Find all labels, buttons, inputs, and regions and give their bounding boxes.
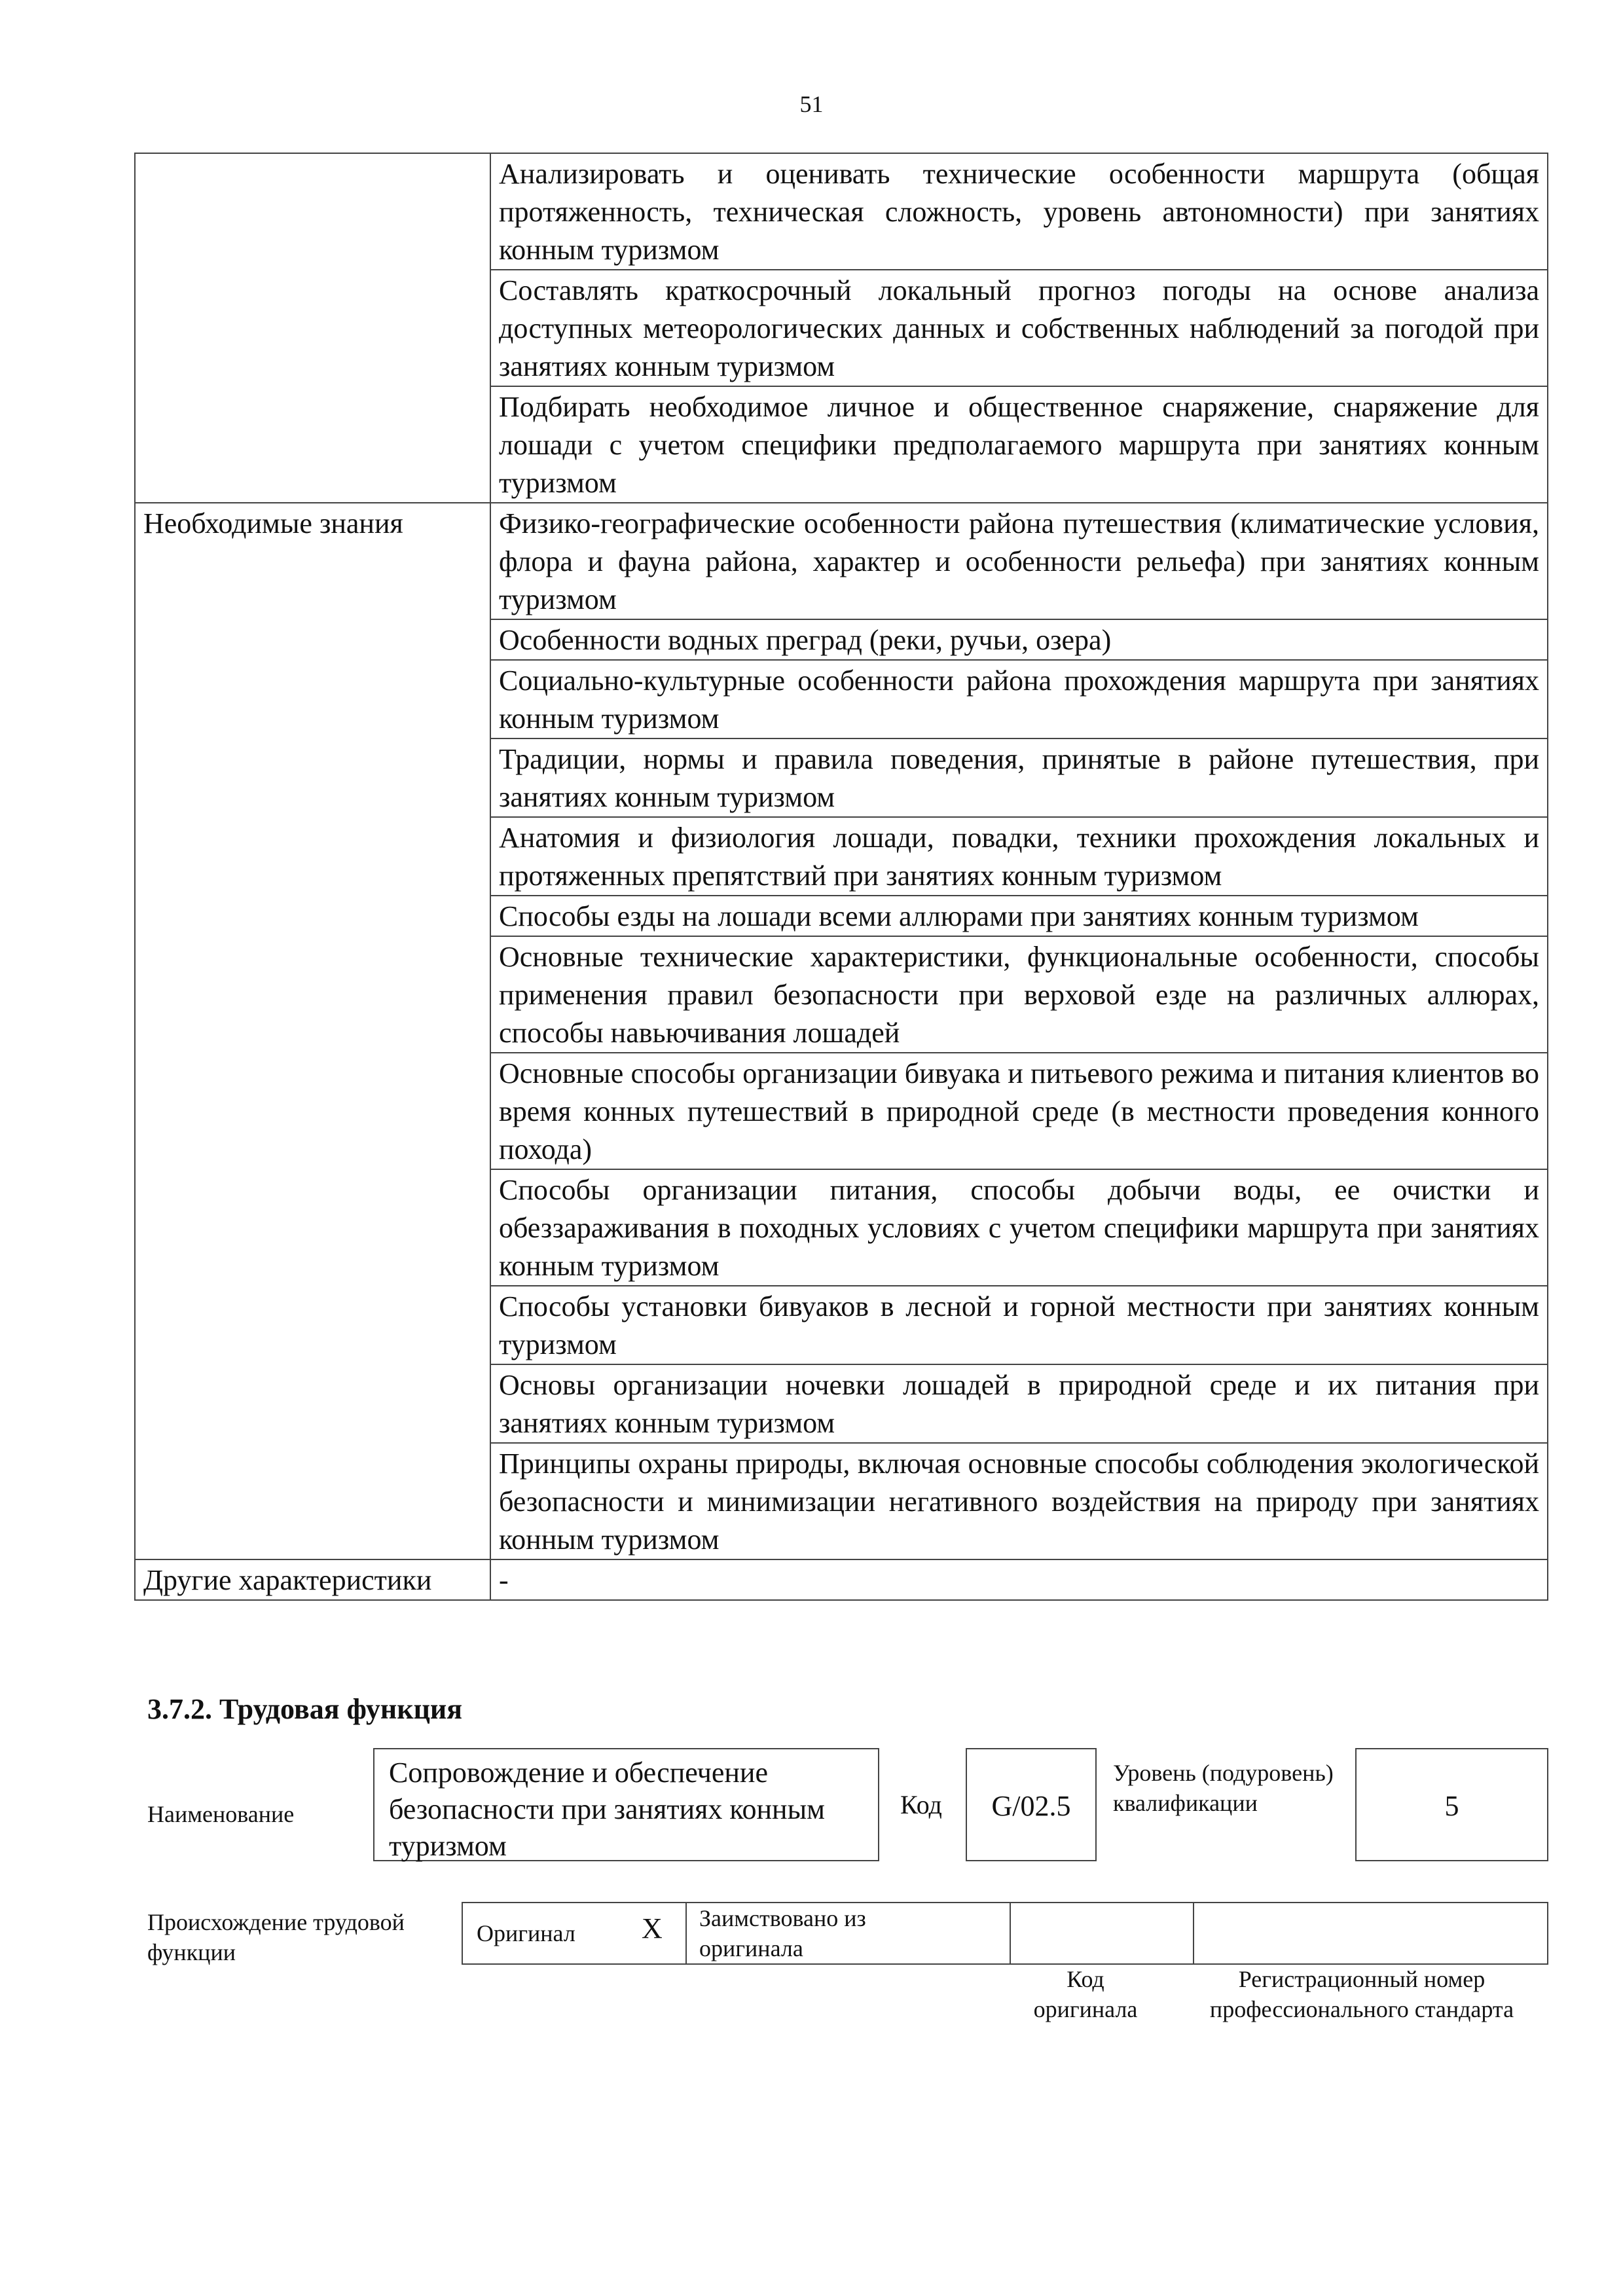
divider	[1010, 1903, 1011, 1963]
knowledge-cell: Способы езды на лошади всеми аллюрами при занятиях конным туризмом	[490, 896, 1548, 936]
knowledge-cell: Основные технические характеристики, функциональные особенности, способы применения правил безопасности при верховой езде на различных аллюрах, способы навьючивания лошадей	[490, 936, 1548, 1053]
code-box: G/02.5	[966, 1748, 1097, 1861]
knowledge-cell: Социально-культурные особенности района прохождения маршрута при занятиях конным туризмом	[490, 660, 1548, 738]
knowledge-cell: Способы организации питания, способы добычи воды, ее очистки и обеззараживания в походных условиях с учетом специфики маршрута при занятиях конным туризмом	[490, 1169, 1548, 1286]
knowledge-cell: Анатомия и физиология лошади, повадки, техники прохождения локальных и протяженных препятствий при занятиях конным туризмом	[490, 817, 1548, 896]
knowledge-label: Необходимые знания	[135, 503, 490, 1559]
knowledge-skills-table	[134, 153, 1548, 1601]
skill-cell: Подбирать необходимое личное и общественное снаряжение, снаряжение для лошади с учетом специфики предполагаемого маршрута при занятиях конным туризмом	[490, 386, 1548, 503]
empty-label-cell	[135, 153, 490, 503]
table-row	[135, 1559, 1548, 1600]
divider	[685, 1903, 687, 1963]
reg-number-caption: Регистрационный номер профессионального стандарта	[1209, 1966, 1514, 2022]
origin-frame	[462, 1902, 1548, 1965]
knowledge-cell: Основные способы организации бивуака и питьевого режима и питания клиентов во время конных путешествий в природной среде (в местности проведения конного похода)	[490, 1053, 1548, 1169]
skill-cell: Анализировать и оценивать технические особенности маршрута (общая протяженность, техническая сложность, уровень автономности) при занятиях конным туризмом	[490, 153, 1548, 270]
code-label: Код	[900, 1790, 942, 1819]
knowledge-cell: Основы организации ночевки лошадей в природной среде и их питания при занятиях конным туризмом	[490, 1364, 1548, 1443]
other-characteristics-label: Другие характеристики	[135, 1559, 490, 1600]
table-row	[135, 503, 1548, 619]
level-box: 5	[1355, 1748, 1548, 1861]
table-row	[135, 153, 1548, 270]
section-heading: 3.7.2. Трудовая функция	[147, 1693, 463, 1725]
knowledge-cell: Способы установки бивуаков в лесной и горной местности при занятиях конным туризмом	[490, 1286, 1548, 1364]
skill-cell: Составлять краткосрочный локальный прогноз погоды на основе анализа доступных метеорологических данных и собственных наблюдений за погодой при занятиях конным туризмом	[490, 270, 1548, 386]
knowledge-cell: Принципы охраны природы, включая основные способы соблюдения экологической безопасности и минимизации негативного воздействия на природу при занятиях конным туризмом	[490, 1443, 1548, 1559]
original-mark: X	[642, 1912, 663, 1944]
original-label: Оригинал	[477, 1920, 575, 1946]
knowledge-cell: Особенности водных преград (реки, ручьи, озера)	[490, 619, 1548, 660]
other-characteristics-value: -	[490, 1559, 1548, 1600]
name-label: Наименование	[147, 1801, 295, 1827]
function-name-box: Сопровождение и обеспечение безопасности при занятиях конным туризмом	[373, 1748, 879, 1861]
borrowed-label: Заимствовано из оригинала	[699, 1905, 866, 1961]
origin-label: Происхождение трудовой функции	[147, 1909, 405, 1965]
knowledge-cell: Традиции, нормы и правила поведения, принятые в районе путешествия, при занятиях конным туризмом	[490, 738, 1548, 817]
code-original-caption: Код оригинала	[1033, 1966, 1138, 2022]
knowledge-cell: Физико-географические особенности района путешествия (климатические условия, флора и фауна района, характер и особенности рельефа) при занятиях конным туризмом	[490, 503, 1548, 619]
divider	[1193, 1903, 1194, 1963]
level-label: Уровень (подуровень) квалификации	[1113, 1760, 1334, 1816]
page-number: 51	[799, 91, 824, 117]
